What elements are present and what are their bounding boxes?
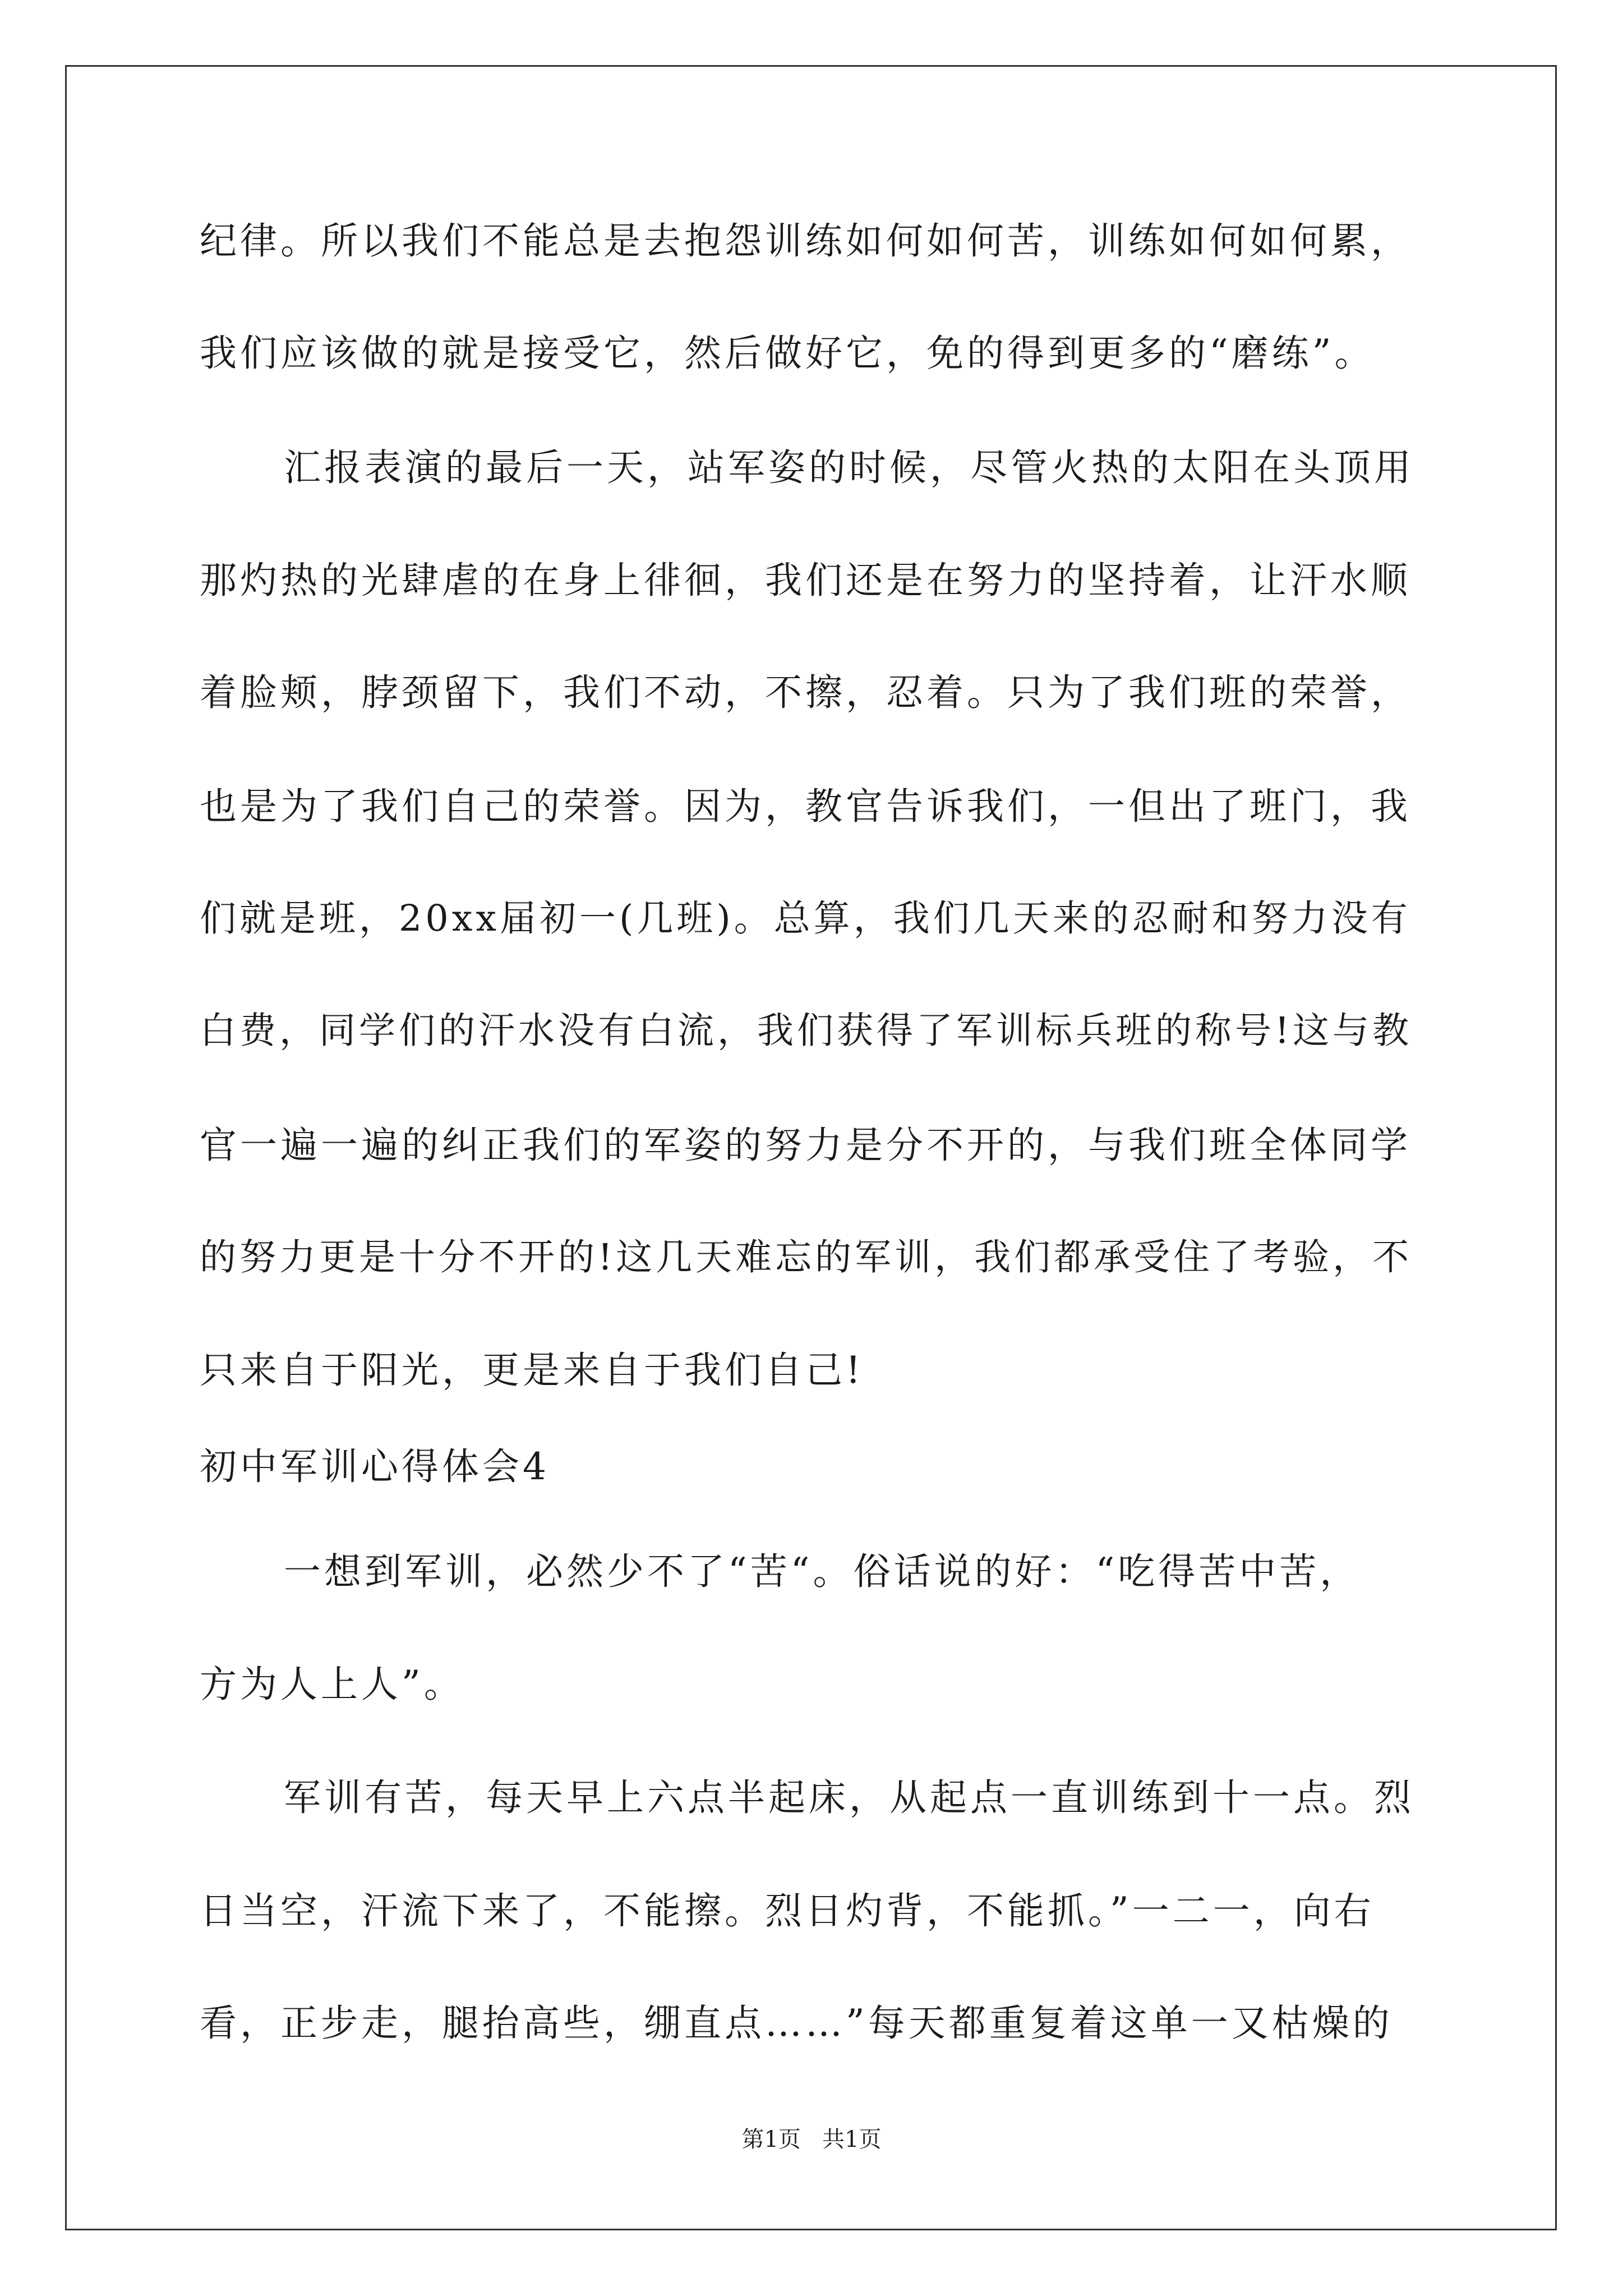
paragraph-line: 那灼热的光肆虐的在身上徘徊，我们还是在努力的坚持着，让汗水顺 — [200, 559, 1411, 602]
paragraph-line: 们就是班，20xx届初一(几班)。总算，我们几天来的忍耐和努力没有 — [200, 898, 1411, 940]
page-number-footer: 第1页 共1页 — [741, 2127, 882, 2152]
paragraph-line: 只来自于阳光，更是来自于我们自己! — [200, 1349, 864, 1392]
paragraph-line: 看，正步走，腿抬高些，绷直点……”每天都重复着这单一又枯燥的 — [200, 2001, 1393, 2045]
paragraph-line: 的努力更是十分不开的!这几天难忘的军训，我们都承受住了考验，不 — [200, 1236, 1413, 1278]
paragraph-line: 汇报表演的最后一天，站军姿的时候，尽管火热的太阳在头顶用 — [284, 446, 1414, 489]
paragraph-line: 官一遍一遍的纠正我们的军姿的努力是分不开的，与我们班全体同学 — [200, 1124, 1411, 1167]
paragraph-line: 着脸颊，脖颈留下，我们不动，不擦，忍着。只为了我们班的荣誉， — [200, 671, 1411, 714]
paragraph-line: 也是为了我们自己的荣誉。因为，教官告诉我们，一但出了班门，我 — [200, 785, 1411, 828]
paragraph-line: 军训有苦，每天早上六点半起床，从起点一直训练到十一点。烈 — [284, 1776, 1414, 1819]
paragraph-line: 我们应该做的就是接受它，然后做好它，免的得到更多的“磨练”。 — [200, 332, 1375, 375]
paragraph-line: 方为人上人”。 — [200, 1663, 464, 1706]
paragraph-line: 日当空，汗流下来了，不能擦。烈日灼背，不能抓。”一二一，向右 — [200, 1889, 1375, 1932]
section-heading: 初中军训心得体会4 — [200, 1445, 550, 1488]
paragraph-line: 纪律。所以我们不能总是去抱怨训练如何如何苦，训练如何如何累， — [200, 219, 1411, 263]
paragraph-line: 一想到军训，必然少不了“苦“。俗话说的好：“吃得苦中苦， — [284, 1550, 1361, 1593]
paragraph-line: 白费，同学们的汗水没有白流，我们获得了军训标兵班的称号!这与教 — [200, 1010, 1413, 1052]
